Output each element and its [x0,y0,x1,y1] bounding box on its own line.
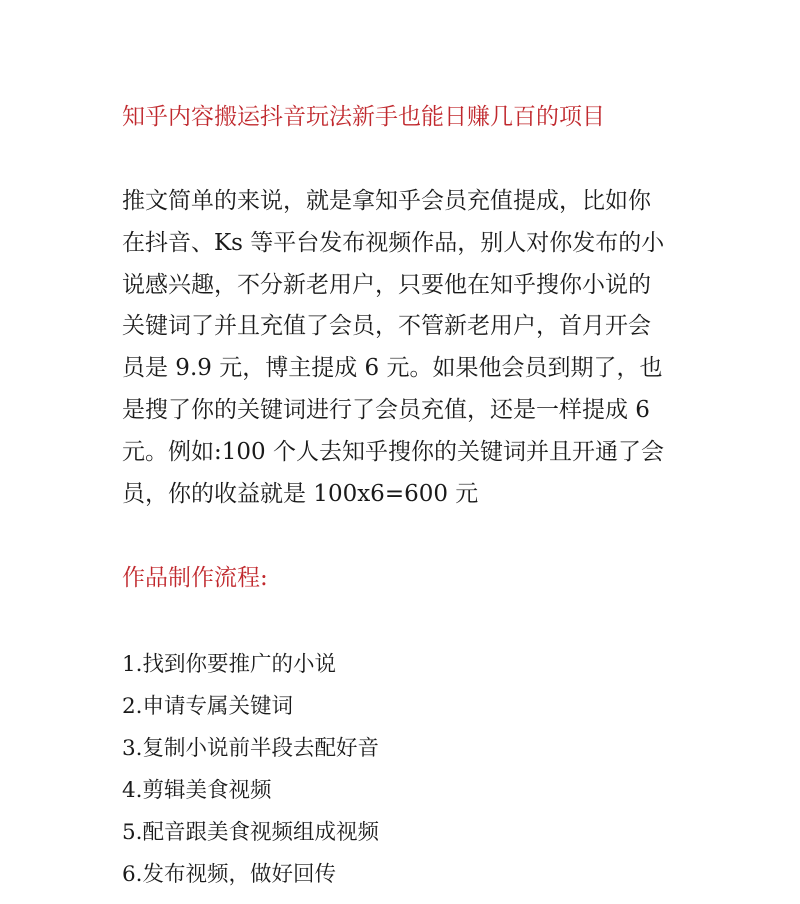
process-step: 3.复制小说前半段去配好音 [122,736,380,761]
process-heading: 作品制作流程: [122,565,268,591]
process-step: 4.剪辑美食视频 [122,778,272,803]
paragraph-line: 在抖音、Ks 等平台发布视频作品，别人对你发布的小 [122,229,665,256]
paragraph-line: 元。例如:100 个人去知乎搜你的关键词并且开通了会 [122,438,664,465]
paragraph-line: 员是 9.9 元，博主提成 6 元。如果他会员到期了，也 [122,355,663,382]
process-step: 2.申请专属关键词 [122,694,294,719]
process-step: 6.发布视频，做好回传 [122,862,337,887]
process-step-list [122,644,688,896]
intro-paragraph [122,181,688,515]
paragraph-line: 推文简单的来说，就是拿知乎会员充值提成，比如你 [122,188,651,214]
process-step: 5.配音跟美食视频组成视频 [122,820,380,845]
paragraph-line: 员，你的收益就是 100x6=600 元 [122,480,479,507]
paragraph-line: 关键词了并且充值了会员，不管新老用户，首月开会 [122,313,651,340]
process-step: 1.找到你要推广的小说 [122,652,337,677]
paragraph-line: 是搜了你的关键词进行了会员充值，还是一样提成 6 [122,396,650,423]
paragraph-line: 说感兴趣，不分新老用户，只要他在知乎搜你小说的 [122,271,651,298]
document-title: 知乎内容搬运抖音玩法新手也能日赚几百的项目 [122,104,605,130]
